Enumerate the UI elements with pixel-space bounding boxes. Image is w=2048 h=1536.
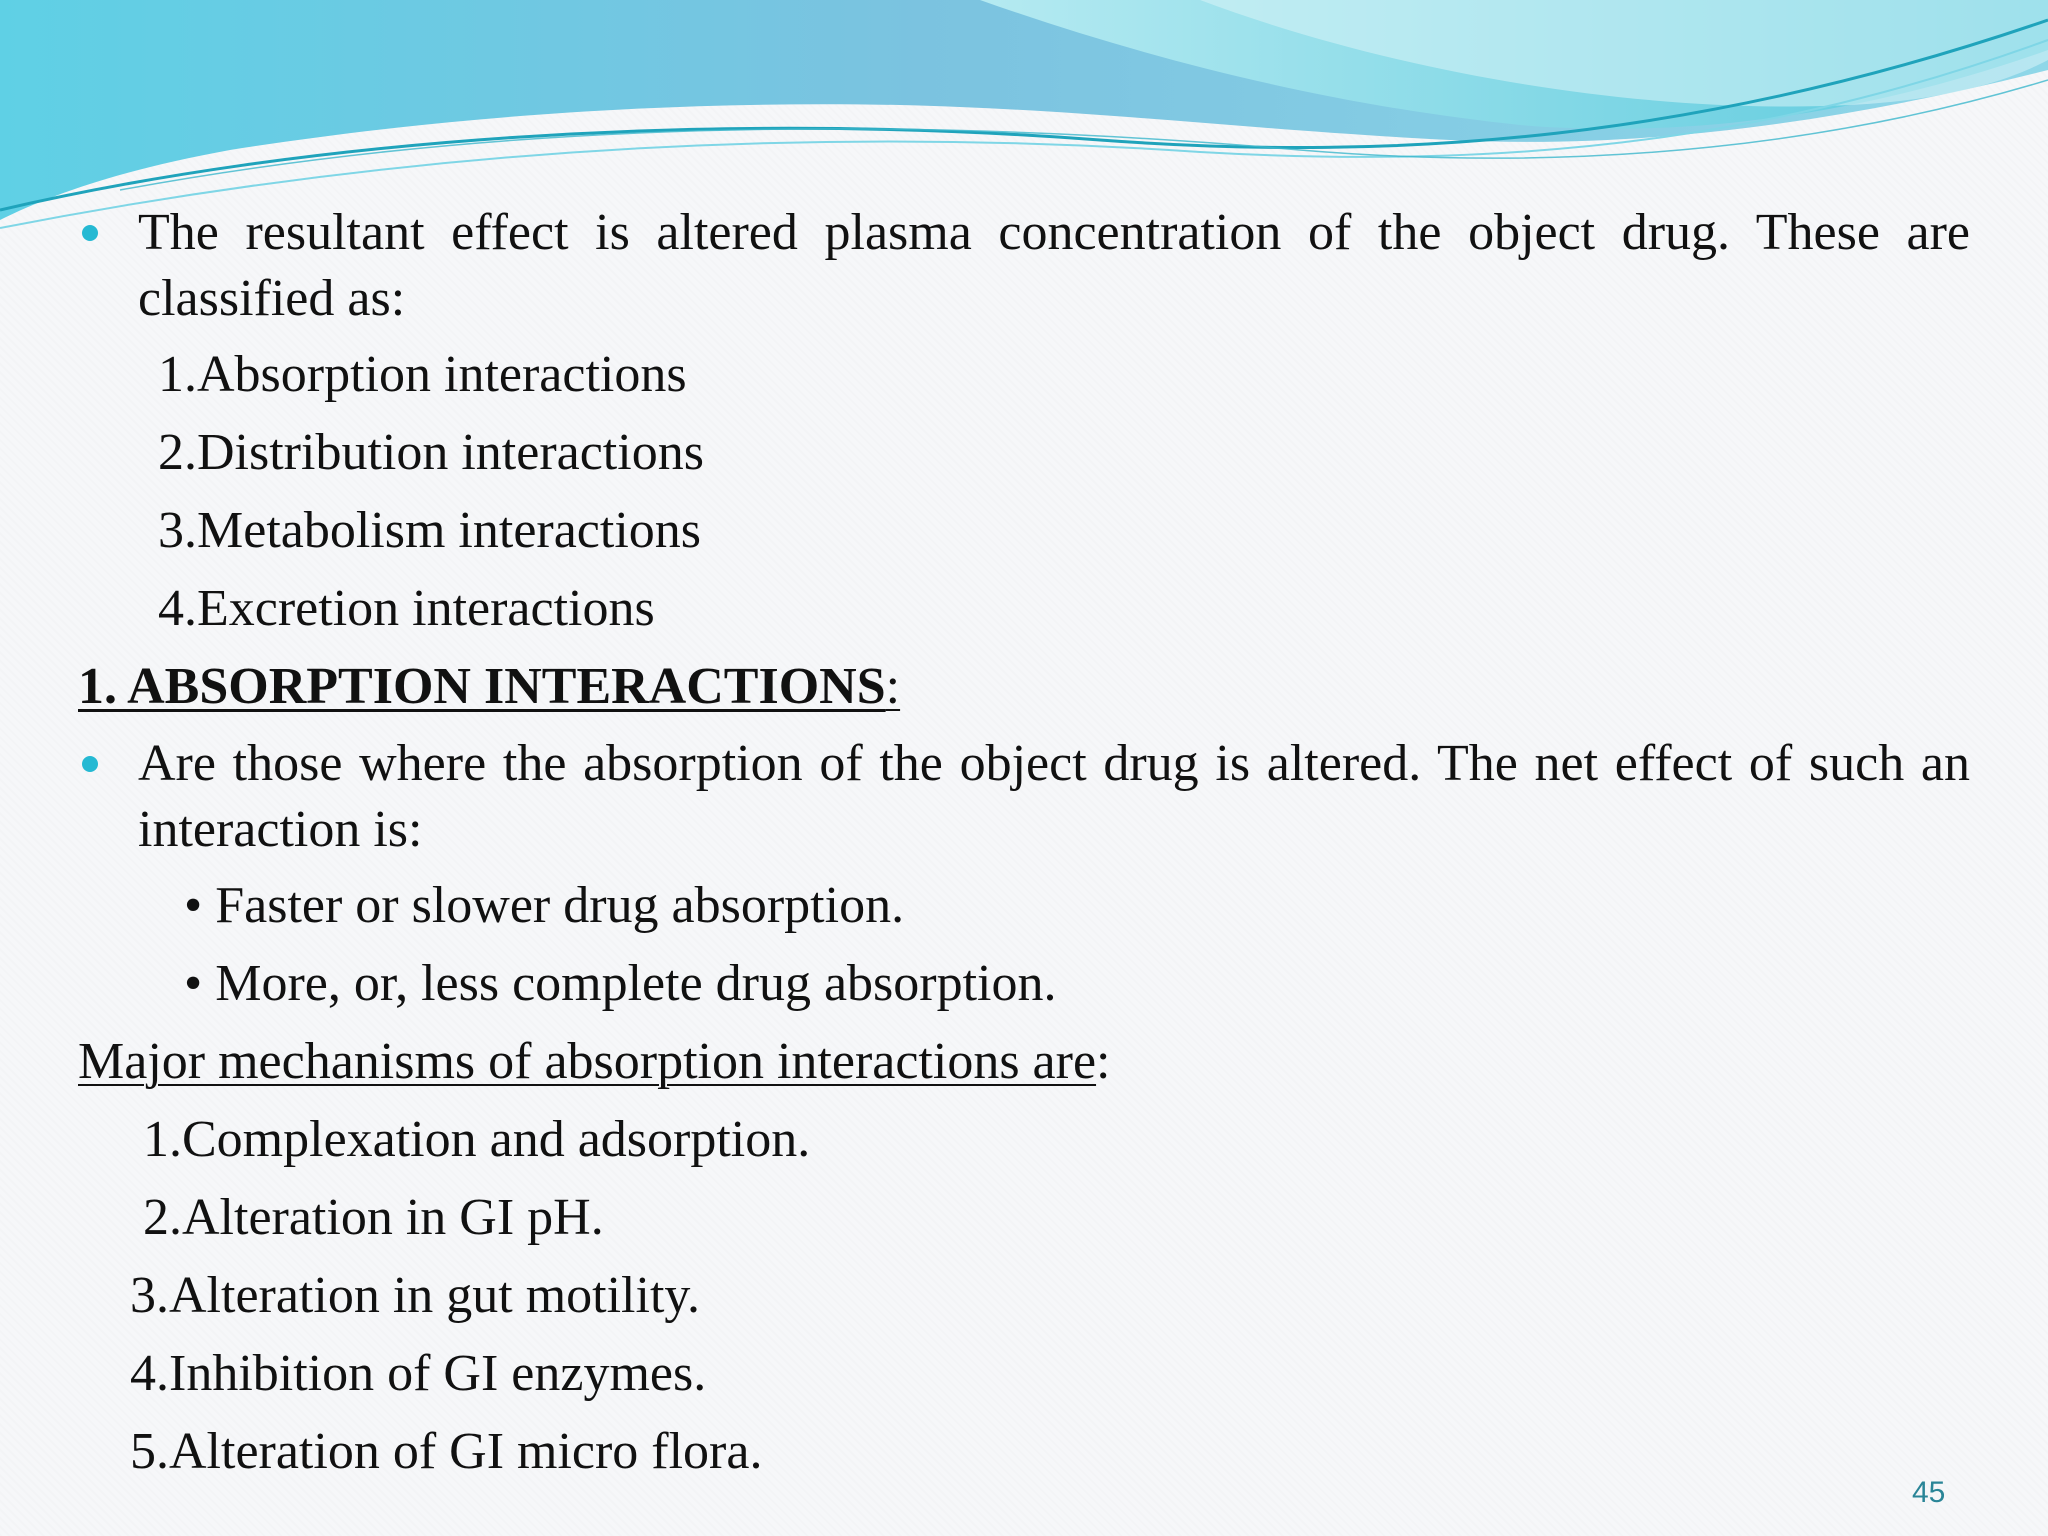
classification-item-excretion: 4.Excretion interactions — [158, 580, 655, 637]
bullet-icon — [82, 756, 98, 772]
definition-text: Are those where the absorption of the object drug is altered. The net effect of such an interaction is: — [138, 735, 1970, 858]
effect-item-faster-slower: • Faster or slower drug absorption. — [184, 877, 905, 934]
mechanism-item-gi-enzymes: 4.Inhibition of GI enzymes. — [130, 1345, 707, 1402]
absorption-heading-title: 1. ABSORPTION INTERACTIONS — [78, 658, 886, 715]
intro-text: The resultant effect is altered plasma concentration of the object drug. These are classified as: — [138, 204, 1970, 327]
absorption-heading-colon: : — [885, 658, 901, 715]
mechanisms-heading — [78, 1029, 1111, 1095]
absorption-heading — [78, 654, 900, 720]
mechanism-item-micro-flora: 5.Alteration of GI micro flora. — [130, 1423, 763, 1480]
mechanisms-heading-title: Major mechanisms of absorption interactions are — [78, 1033, 1097, 1090]
effect-item-more-less: • More, or, less complete drug absorption. — [184, 955, 1057, 1012]
mechanism-item-gi-ph: 2.Alteration in GI pH. — [143, 1189, 604, 1246]
classification-item-metabolism: 3.Metabolism interactions — [158, 502, 702, 559]
mechanism-item-gut-motility: 3.Alteration in gut motility. — [130, 1267, 701, 1324]
bullet-icon — [82, 225, 98, 241]
classification-item-absorption: 1.Absorption interactions — [158, 346, 687, 403]
mechanisms-heading-colon: : — [1096, 1033, 1111, 1090]
mechanism-item-complexation: 1.Complexation and adsorption. — [143, 1111, 811, 1168]
classification-item-distribution: 2.Distribution interactions — [158, 424, 704, 481]
page-number: 45 — [1912, 1476, 1946, 1509]
